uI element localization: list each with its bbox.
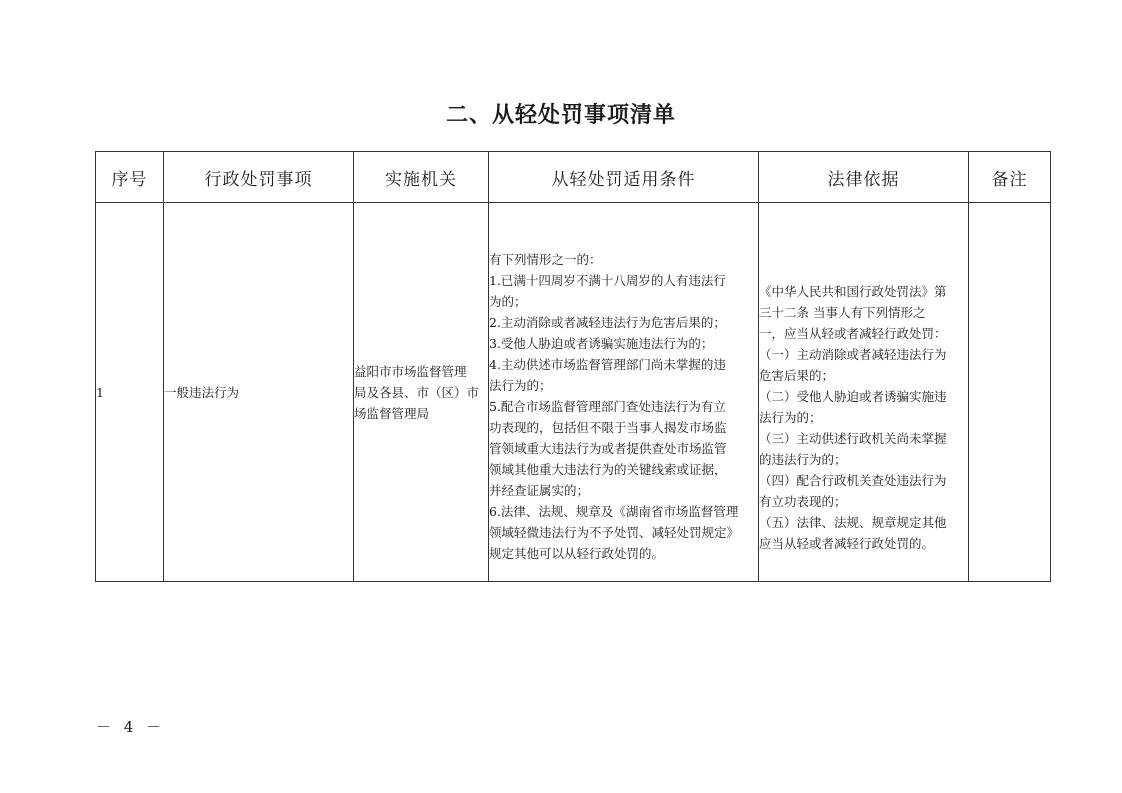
conditions-line: 功表现的，包括但不限于当事人揭发市场监 — [489, 420, 727, 435]
conditions-line: 1.已满十四周岁不满十八周岁的人有违法行 — [489, 273, 726, 288]
legal-basis-text — [759, 231, 968, 554]
table-header-row — [96, 152, 1051, 203]
agency-line: 局及各县、市（区）市 — [354, 384, 480, 400]
cell-penalty-matter: 一般违法行为 — [164, 203, 354, 582]
conditions-line: 管领域重大违法行为或者提供查处市场监管 — [489, 441, 727, 456]
cell-index: 1 — [96, 203, 164, 582]
conditions-line: 为的； — [489, 294, 527, 309]
page-title: 二、从轻处罚事项清单 — [445, 103, 676, 128]
header-legal-basis: 法律依据 — [759, 152, 969, 203]
table-row — [96, 203, 1051, 582]
legal-basis-line: 有立功表现的； — [759, 493, 847, 509]
cell-implementing-agency — [354, 203, 489, 582]
conditions-line: 3.受他人胁迫或者诱骗实施违法行为的； — [489, 336, 714, 351]
conditions-text — [489, 220, 758, 564]
cell-conditions — [489, 203, 759, 582]
legal-basis-line: 《中华人民共和国行政处罚法》第 — [759, 283, 947, 299]
legal-basis-line: 法行为的； — [759, 409, 822, 425]
legal-basis-line: 三十二条 当事人有下列情形之 — [759, 304, 926, 320]
cell-remarks — [969, 203, 1051, 582]
legal-basis-line: 一，应当从轻或者减轻行政处罚： — [759, 325, 947, 341]
header-implementing-agency: 实施机关 — [354, 152, 489, 203]
agency-text — [354, 361, 488, 424]
conditions-line: 法行为的； — [489, 378, 552, 393]
legal-basis-line: 危害后果的； — [759, 367, 835, 383]
conditions-line: 领域轻微违法行为不予处罚、减轻处罚规定》 — [489, 525, 740, 540]
header-remarks: 备注 — [969, 152, 1051, 203]
legal-basis-line: （二）受他人胁迫或者诱骗实施违 — [759, 388, 947, 404]
header-penalty-matter: 行政处罚事项 — [164, 152, 354, 203]
conditions-line: 领域其他重大违法行为的关键线索或证据， — [489, 462, 727, 477]
conditions-line: 6.法律、法规、规章及《湖南省市场监督管理 — [489, 504, 739, 519]
legal-basis-line: （一）主动消除或者减轻违法行为 — [759, 346, 947, 362]
conditions-line: 2.主动消除或者减轻违法行为危害后果的； — [489, 315, 726, 330]
agency-line: 益阳市市场监督管理 — [354, 363, 467, 379]
conditions-line: 5.配合市场监督管理部门查处违法行为有立 — [489, 399, 726, 414]
penalty-list-table — [95, 151, 1051, 582]
conditions-line: 4.主动供述市场监督管理部门尚未掌握的违 — [489, 357, 726, 372]
legal-basis-line: （四）配合行政机关查处违法行为 — [759, 472, 947, 488]
cell-legal-basis — [759, 203, 969, 582]
agency-line: 场监督管理局 — [354, 405, 430, 421]
header-conditions: 从轻处罚适用条件 — [489, 152, 759, 203]
header-index: 序号 — [96, 152, 164, 203]
conditions-line: 规定其他可以从轻行政处罚的。 — [489, 546, 665, 561]
conditions-line: 并经查证属实的； — [489, 483, 590, 498]
conditions-line: 有下列情形之一的： — [489, 252, 602, 267]
page-number: － 4 － — [96, 718, 166, 736]
legal-basis-line: 应当从轻或者减轻行政处罚的。 — [759, 535, 935, 551]
legal-basis-line: （三）主动供述行政机关尚未掌握 — [759, 430, 947, 446]
legal-basis-line: 的违法行为的； — [759, 451, 847, 467]
legal-basis-line: （五）法律、法规、规章规定其他 — [759, 514, 947, 530]
